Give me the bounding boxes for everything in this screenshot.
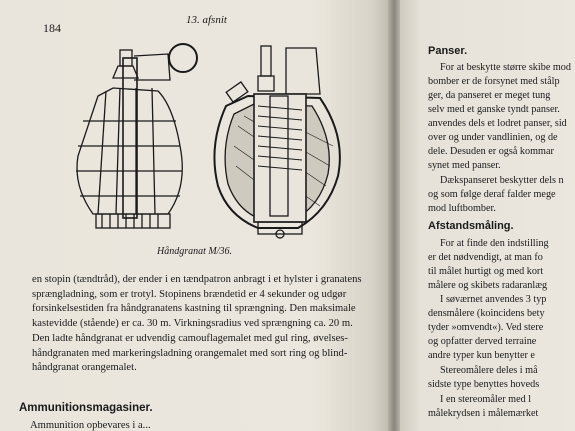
body-line: håndgranat orangemalet. <box>32 362 137 374</box>
right-line: og opfatter derved terraine <box>428 336 537 347</box>
right-line: ger, da panseret er meget tung <box>428 90 551 101</box>
right-line: Stereomålere deles i må <box>440 365 538 376</box>
right-line: sidste type benyttes hoveds <box>428 379 540 390</box>
right-line: anvendes dels et lodret panser, sid <box>428 118 567 129</box>
body-line: forsinkelsestiden fra håndgranatens kastning til sprængning. Den maksimale <box>32 303 356 315</box>
right-line: andre typer kun benytter e <box>428 350 535 361</box>
right-line: tyder »omvendt«). Ved stere <box>428 322 544 333</box>
right-line: til målet hurtigt og med kort <box>428 266 544 277</box>
right-line: synet med panser. <box>428 160 501 171</box>
right-line: målekrydsen i målemærket <box>428 408 539 419</box>
page-number: 184 <box>43 21 61 35</box>
right-line: densmålere (koincidens bety <box>428 308 545 319</box>
figure-caption: Håndgranat M/36. <box>157 246 232 257</box>
right-line: målere og skibets radaranlæg <box>428 280 548 291</box>
right-line: mod luftbomber. <box>428 203 496 214</box>
grenade-illustration <box>58 36 368 246</box>
body-line: en stopin (tændtråd), der ender i en tændpatron anbragt i et hylster i granatens <box>32 274 362 285</box>
cut-off-line: Ammunition opbevares i a... <box>30 420 151 431</box>
body-line: Den ladte håndgranat er udvendig camouflagemalet med gul ring, øvelses- <box>32 332 348 344</box>
body-line: håndgranaten med markeringsladning orangemalet med sort ring og blind- <box>32 347 348 359</box>
section-heading-panser: Panser. <box>428 45 468 57</box>
right-line: Dækspanseret beskytter dels n <box>440 175 564 186</box>
right-line: I en stereomåler med l <box>440 394 532 405</box>
chapter-header: 13. afsnit <box>186 14 227 26</box>
right-line: over og under vandlinien, og de <box>428 132 558 143</box>
right-line: dele. Desuden er også kommar <box>428 146 554 157</box>
right-line: I søværnet anvendes 3 typ <box>440 294 547 305</box>
right-line: bomber er de forsynet med stålp <box>428 76 560 87</box>
body-paragraph <box>32 273 384 376</box>
right-line: er det nødvendigt, at man fo <box>428 252 543 263</box>
right-line: selv med et ganske tyndt panser. <box>428 104 560 115</box>
grenade-exterior-drawing <box>76 44 197 228</box>
body-line: kastevidde (stående) er ca. 30 m. Virkningsradius ved sprængning ca. 20 m. <box>32 318 353 330</box>
right-page <box>400 0 575 431</box>
grenade-cross-section-drawing <box>214 46 339 238</box>
section-heading-afstandsmaaling: Afstandsmåling. <box>428 220 514 232</box>
section-heading-ammunition: Ammunitionsmagasiner. <box>19 402 153 414</box>
body-line: sprængladning, som er trotyl. Stopinens brændetid er 4 sekunder og udgør <box>32 288 347 300</box>
right-line: For at beskytte større skibe mod <box>440 62 571 73</box>
right-line: For at finde den indstilling <box>440 238 549 249</box>
right-line: og som følge deraf falder mege <box>428 189 556 200</box>
